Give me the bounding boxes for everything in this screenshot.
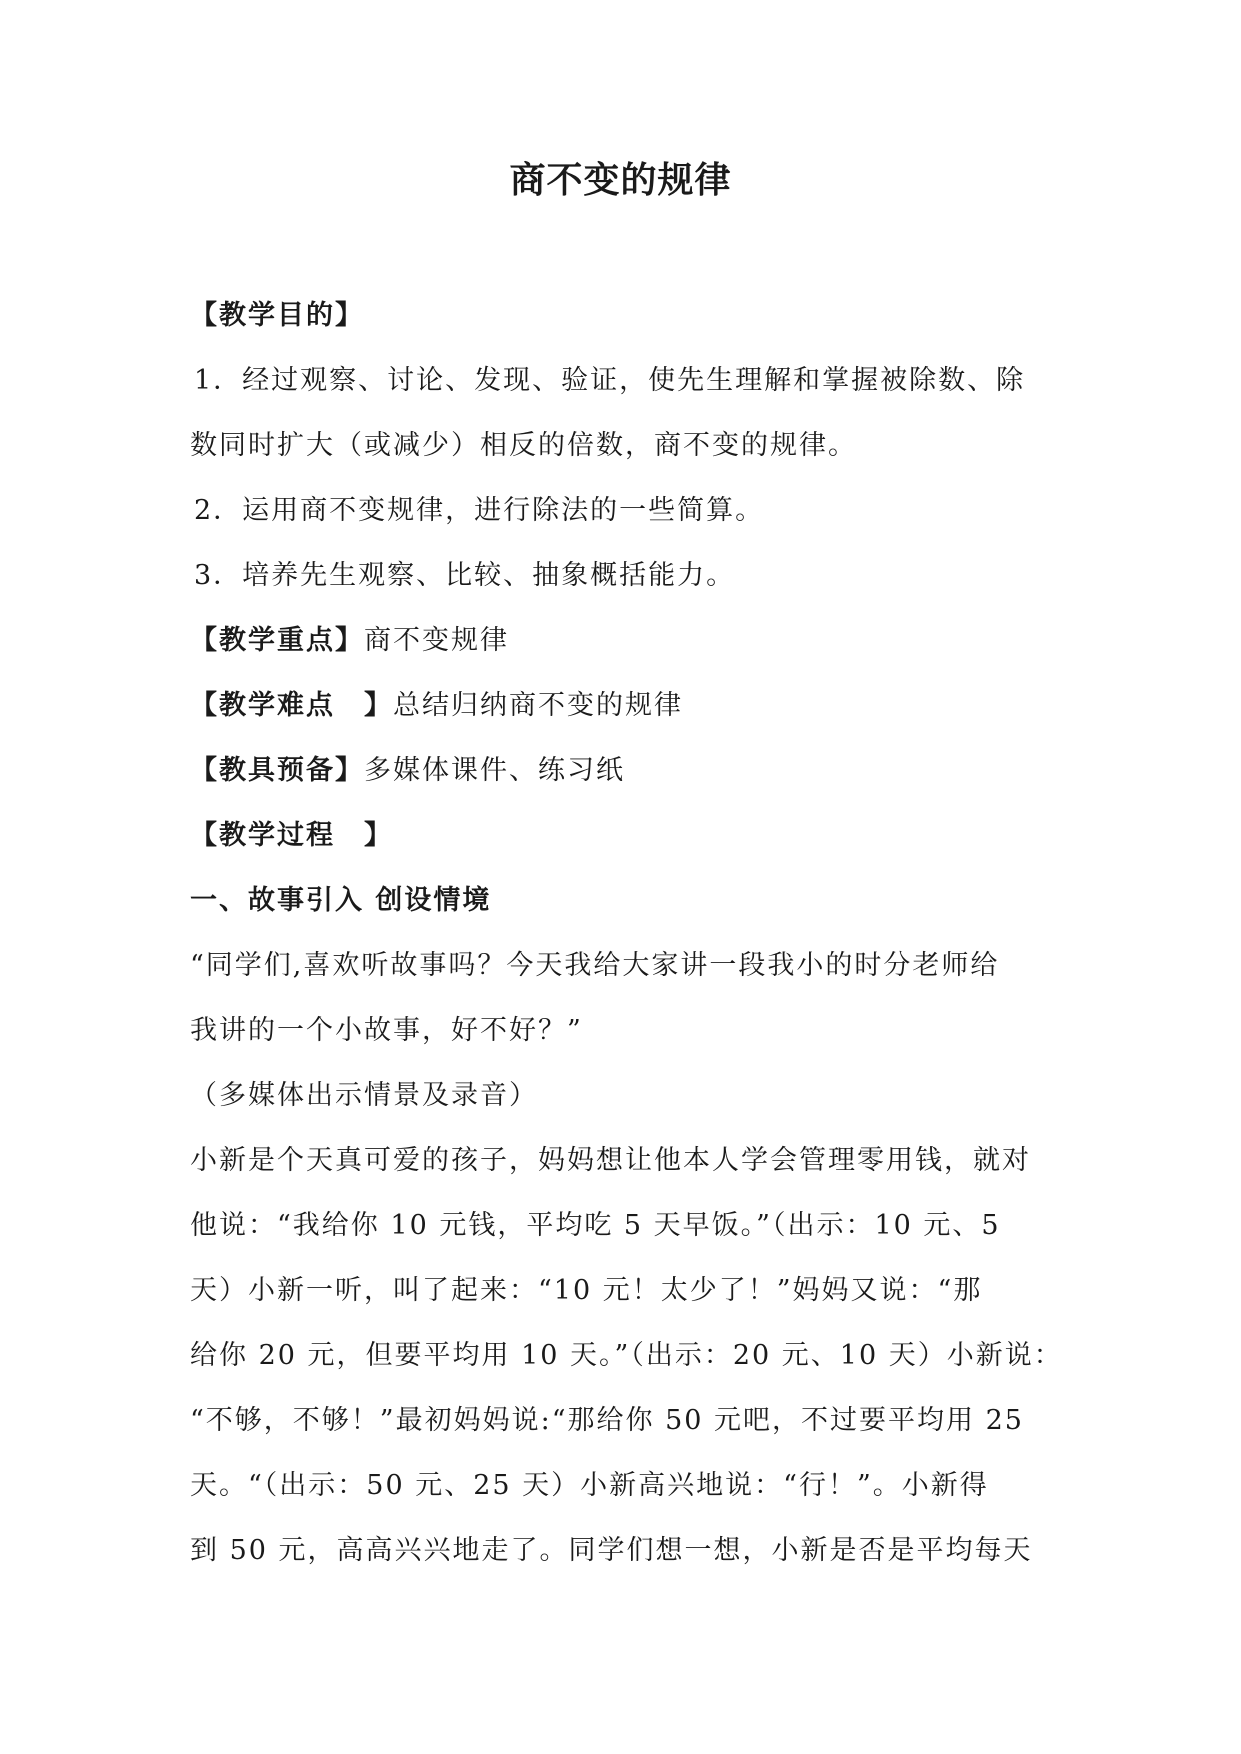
- key-point-row: [190, 608, 1070, 673]
- body-line: 天。“（出示：50 元、25 天）小新高兴地说：“行！”。小新得: [190, 1470, 989, 1501]
- difficulty-row: [190, 673, 1070, 738]
- materials-row: [190, 738, 1070, 803]
- body-line: 我讲的一个小故事，好不好？”: [190, 1015, 583, 1046]
- materials-label: 【教具预备】: [190, 755, 364, 786]
- body-line: “不够，不够！”最初妈妈说:“那给你 50 元吧，不过要平均用 25: [190, 1405, 1024, 1436]
- objective-item-continued: 数同时扩大（或减少）相反的倍数，商不变的规律。: [190, 430, 857, 461]
- body-line: 他说：“我给你 10 元钱，平均吃 5 天早饭。”（出示：10 元、5: [190, 1210, 1001, 1241]
- objectives-heading: 【教学目的】: [190, 300, 364, 331]
- objective-item: 2．运用商不变规律，进行除法的一些简算。: [194, 495, 765, 526]
- body-line: “同学们,喜欢听故事吗？今天我给大家讲一段我小的时分老师给: [190, 950, 1000, 981]
- key-point-text: 商不变规律: [364, 625, 509, 656]
- objective-item: 3．培养先生观察、比较、抽象概括能力。: [194, 560, 736, 591]
- materials-text: 多媒体课件、练习纸: [364, 755, 625, 786]
- process-heading: 【教学过程 】: [190, 820, 393, 851]
- body-line: 小新是个天真可爱的孩子，妈妈想让他本人学会管理零用钱，就对: [190, 1145, 1031, 1176]
- page-title: 商不变的规律: [509, 159, 732, 201]
- section-heading: 一、故事引入 创设情境: [190, 885, 492, 916]
- body-line: 给你 20 元，但要平均用 10 天。”（出示：20 元、10 天）小新说：: [190, 1340, 1063, 1371]
- body-line: 天）小新一听，叫了起来：“10 元！太少了！”妈妈又说：“那: [190, 1275, 983, 1306]
- body-line: （多媒体出示情景及录音）: [190, 1080, 538, 1111]
- difficulty-label: 【教学难点 】: [190, 690, 393, 721]
- document-body: [190, 283, 1070, 1583]
- difficulty-text: 总结归纳商不变的规律: [393, 690, 683, 721]
- body-line: 到 50 元，高高兴兴地走了。同学们想一想，小新是否是平均每天: [190, 1535, 1033, 1566]
- objective-item: 1．经过观察、讨论、发现、验证，使先生理解和掌握被除数、除: [194, 365, 1026, 396]
- key-point-label: 【教学重点】: [190, 625, 364, 656]
